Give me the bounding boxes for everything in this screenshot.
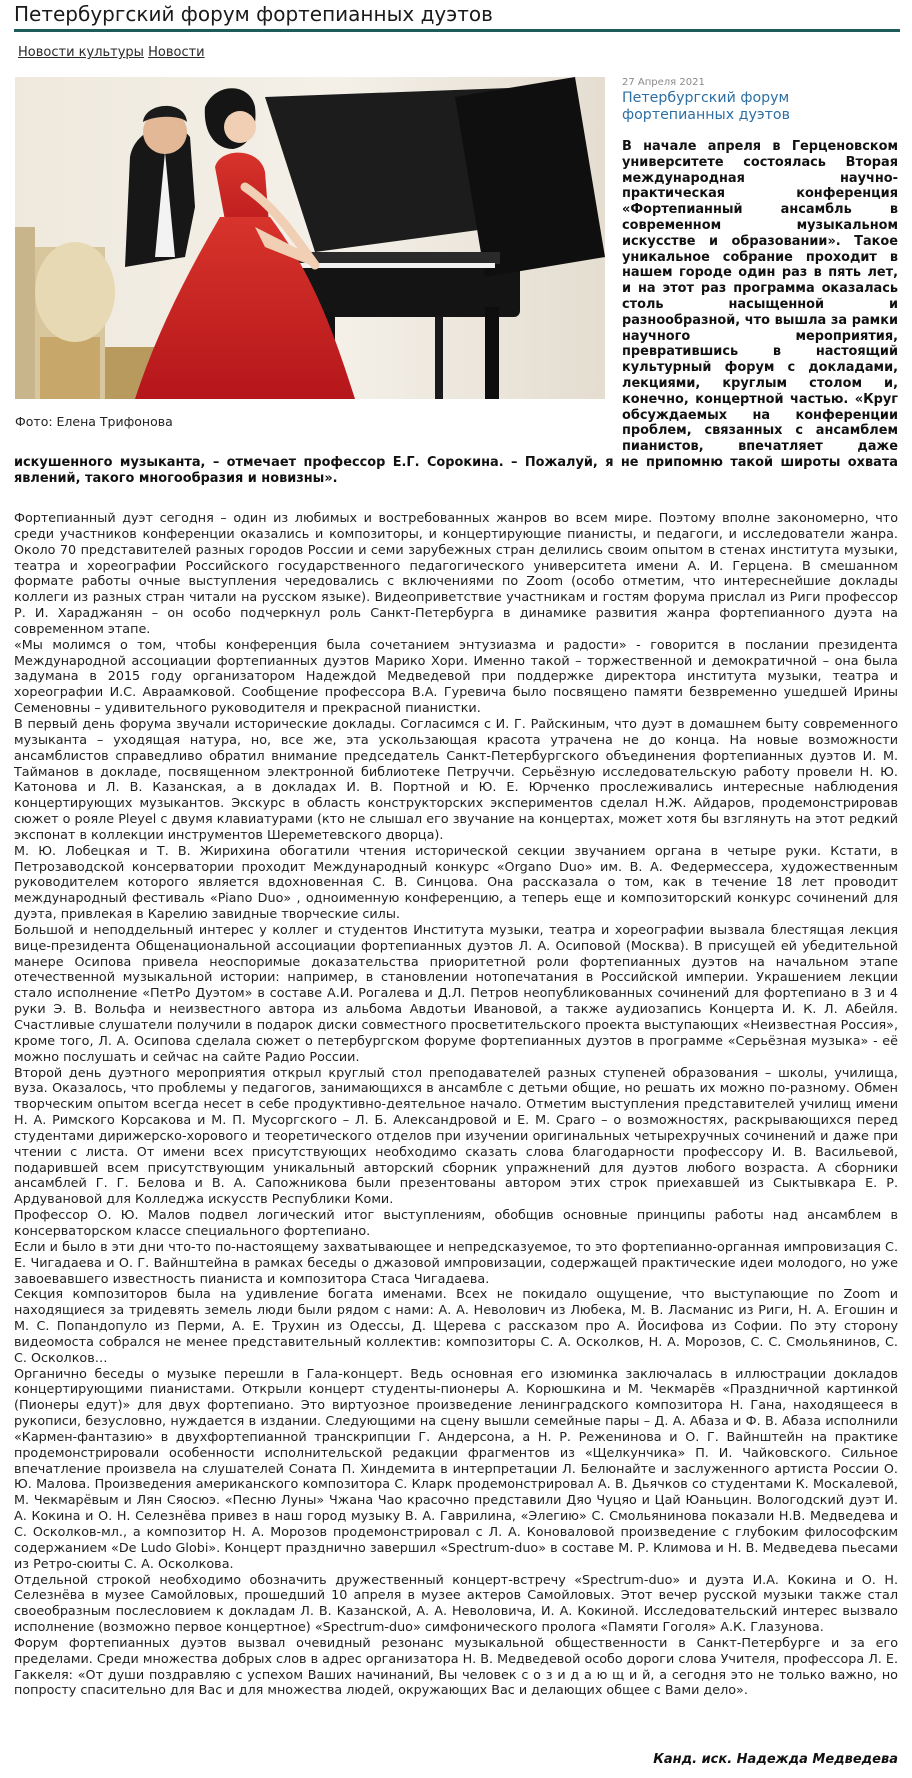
photo-caption: Фото: Елена Трифонова xyxy=(15,414,173,429)
article-paragraph: Фортепианный дуэт сегодня – один из любимых и востребованных жанров во всем мире. Поэтому вполне закономерно, что среди участников конференции оказались и композиторы, и концертирующие пианисты, и педагоги, и исследователи жанра. Около 70 представителей разных городов России и семи зарубежных стран делились своим опытом в стенах института музыки, театра и хореографии Российского государственного педагогического университета имени А. И. Герцена. В смешанном формате работы очные выступления чередовались с включениями по Zoom (особо отметим, что интереснейшие доклады коллеги из разных стран читали на русском языке). Видеоприветствие участникам и гостям форума прислал из Риги профессор Р. И. Хараджанян – он особо подчеркнул роль Санкт-Петербурга в динамике развития жанра фортепианного дуэта на современном этапе. xyxy=(14,511,898,637)
author-signature: Канд. иск. Надежда Медведева xyxy=(653,1752,898,1767)
article-title: Петербургский форум фортепианных дуэтов xyxy=(622,90,790,123)
breadcrumb xyxy=(18,44,205,61)
article-lead-text: В начале апреля в Герценовском университете состоялась Вторая международная научно-практическая конференция «Фортепианный ансамбль в современном музыкальном искусстве и образовании». Такое уникальное собрание проходит в нашем городе один раз в пять лет, и на этот раз программа оказалась столь насыщенной и разнообразной, что вышла за рамки научного мероприятия, превратившись в настоящий культурный форум с докладами, лекциями, круглым столом и, конечно, концертной частью. «Круг обсуждаемых на конференции проблем, связанных с ансамблем пианистов, впечатляет даже искушенного музыканта, – отмечает профессор Е.Г. Сорокина. – Пожалуй, я не припомню такой широты охвата явлений, такого многообразия и новизны». xyxy=(14,139,898,486)
article-paragraph: В первый день форума звучали исторические доклады. Согласимся с И. Г. Райскиным, что дуэт в домашнем быту современного музыканта – уходящая натура, но, все же, эта ускользающая красота утрачена не до конца. На новые возможности ансамблистов справедливо обратил внимание председатель Санкт-Петербургского объединения фортепианных дуэтов И. М. Тайманов в докладе, посвященном электронной библиотеке Петруччи. Серьёзную исследовательскую работу провели Н. Ю. Катонова и Л. В. Казанская, а в докладах И. В. Портной и Ю. Е. Юрченко прослеживались интересные наблюдения концертирующих музыкантов. Экскурс в область конструкторских экспериментов сделал Н.Ж. Айдаров, продемонстрировав сюжет о рояле Pleyel с двумя клавиатурами (кто не слышал его звучание на концертах, может хотя бы взглянуть на этот редкий экспонат в коллекции инструментов Шереметевского дворца). xyxy=(14,716,898,843)
article-paragraph: Профессор О. Ю. Малов подвел логический итог выступлениям, обобщив основные принципы работы над ансамблем в консерваторском классе специального фортепиано. xyxy=(14,1208,898,1239)
article-paragraph: Если и было в эти дни что-то по-настоящему захватывающее и непредсказуемое, то это фортепианно-органная импровизация С. Е. Чигадаева и О. Г. Вайнштейна в рамках беседы о джазовой импровизации, содержащей практические идеи молодого, но уже завоевавшего известность пианиста и композитора Стаса Чигадаева. xyxy=(14,1239,898,1287)
title-divider xyxy=(14,29,900,32)
article-paragraph: Отдельной строкой необходимо обозначить дружественный концерт-встречу «Spectrum-duo» и дуэта И.А. Кокина и О. Н. Селезнёва в музее Самойловых, прошедший 10 апреля в музее актеров Самойловых. Этот вечер русской музыки также стал своеобразным послесловием к докладам Л. В. Казанской, А. А. Неволовича, И. А. Кокиной. Исследовательский интерес вызвало исполнение (возможно первое концертное) «Spectrum-duo» симфонического пролога «Памяти Гоголя» А.К. Глазунова. xyxy=(14,1572,898,1636)
article-paragraph: М. Ю. Лобецкая и Т. В. Жирихина обогатили чтения исторической секции звучанием органа в четыре руки. Кстати, в Петрозаводской консерватории проходит Международный конкурс «Organo Duo» им. В. А. Федермессера, художественным руководителем которого является вдохновенная С. В. Синцова. Она рассказала о том, как в течение 18 лет проводит международный фестиваль «Piano Duo» , одноименную конференцию, а теперь еще и композиторский конкурс сочинений для дуэта, привлекая в Карелию завидные творческие силы. xyxy=(14,843,898,923)
article-paragraph: Большой и неподдельный интерес у коллег и студентов Института музыки, театра и хореографии вызвала блестящая лекция вице-президента Общенациональной ассоциации фортепианных дуэтов Л. А. Осиповой (Москва). В присущей ей убедительной манере Осипова привела неоспоримые доказательства приоритетной роли фортепианных дуэтов на начальном этапе отечественной музыкальной истории: например, в становлении нотопечатания в Российской империи. Украшением лекции стало исполнение «ПетРо Дуэтом» в составе А.И. Рогалева и Д.Л. Петров неопубликованных сочинений для фортепиано в 3 и 4 руки Э. В. Вольфа и неизвестного автора из альбома Авдотьи Ивановой, а также аудиозапись Концерта И. К. Л. Абейля. Счастливые слушатели получили в подарок диски совместного просветительского проекта выступающих «Неизвестная Россия», кроме того, Л. А. Осипова сделала сюжет о петербургском форуме фортепианных дуэтов в программе «Серьёзная музыка» - её можно послушать и сейчас на сайте Радио России. xyxy=(14,922,898,1065)
article-body xyxy=(14,511,898,1699)
page-title: Петербургский форум фортепианных дуэтов xyxy=(14,2,493,26)
article-paragraph: Органично беседы о музыке перешли в Гала-концерт. Ведь основная его изюминка заключалась в иллюстрации докладов концертирующими пианистами. Открыли концерт студенты-пионеры А. Корюшкина и М. Чекмарёв «Праздничной картинкой (Пионеры едут)» для двух фортепиано. Это виртуозное произведение ленинградского композитора Н. Гана, находящееся в рукописи, безусловно, нуждается в издании. Следующими на сцену вышли семейные пары – Д. А. Абаза и Ф. В. Абаза исполнили «Кармен-фантазию» в двухфортепианной транскрипции Г. Андерсона, а Н. Р. Реженинова и О. Г. Вайнштейн на практике продемонстрировали особенности исполнительской редакции фрагментов из «Щелкунчика» П. И. Чайковского. Сильное впечатление произвела на слушателей Соната П. Хиндемита в интерпретации Л. Белюнайте и заслуженного артиста России О. Ю. Малова. Произведения американского композитора С. Кларк продемонстрировал А. В. Дьячков со студентами К. Москалевой, М. Чекмарёвым и Лян Сяосюэ. «Песню Луны» Чжана Чао красочно представили Дяо Чуцяо и Цай Юаньцин. Вологодский дуэт И. А. Кокина и О. Н. Селезнёва привез в наш город музыку В. А. Гаврилина, «Элегию» С. Смольянинова показали Н.В. Медведева и С. Осколков-мл., а композитор Н. А. Морозов продемонстрировал с Л. А. Коноваловой произведение с глубоким философским содержанием «De Ludo Globi». Концерт празднично завершил «Spectrum-duo» в составе М. Р. Климова и Н. В. Медведева пьесами из Ретро-сюиты С. А. Осколкова. xyxy=(14,1366,898,1572)
breadcrumb-link-culture-news[interactable]: Новости культуры xyxy=(18,45,144,60)
breadcrumb-link-news[interactable]: Новости xyxy=(148,45,205,60)
article-paragraph: Второй день дуэтного мероприятия открыл круглый стол преподавателей разных ступеней образования – школы, училища, вуза. Оказалось, что проблемы у педагогов, занимающихся в ансамбле с детьми общие, но решать их можно по-разному. Обмен творческим опытом всегда несет в себе продуктивно-деятельное начало. Отметим выступления представителей училищ имени Н. А. Римского Корсакова и М. П. Мусоргского – Л. Б. Александровой и Е. М. Сраго – о возможностях, раскрывающихся перед студентами дирижерско-хорового и теоретического отделов при изучении оригинальных четырехручных сочинений и даже при чтении с листа. От имени всех присутствующих необходимо сказать слова благодарности профессору И. В. Васильевой, подарившей всем присутствующим уникальный авторский сборник упражнений для дуэтов любого возраста. А сборники ансамблей Г. Г. Белова и В. А. Сапожникова были презентованы автором этих строк приехавшей из Сыктывкара Е. Р. Ардувановой для Колледжа искусств Республики Коми. xyxy=(14,1065,898,1208)
article-date: 27 Апреля 2021 xyxy=(622,77,705,88)
article-paragraph: Секция композиторов была на удивление богата именами. Всех не покидало ощущение, что выступающие по Zoom и находящиеся за тридевять земель люди были рядом с нами: А. А. Неволович из Любека, М. В. Ласманис из Риги, Н. А. Егошин и М. С. Попандопуло из Перми, А. Е. Трухин из Одессы, Д. Щерева с рассказом про А. Йосифова из Софии. По эту сторону видеомоста собрался не менее представительный коллектив: композиторы С. А. Осколков, Н. А. Морозов, С. С. Смольянинов, С. С. Осколков… xyxy=(14,1287,898,1366)
article-paragraph: «Мы молимся о том, чтобы конференция была сочетанием энтузиазма и радости» - говорится в послании президента Международной ассоциации фортепианных дуэтов Марико Хори. Именно такой – торжественной и демократичной – она была задумана в 2015 году организатором Надеждой Медведевой при поддержке директора института музыки, театра и хореографии И.С. Авраамковой. Сообщение профессора В.А. Гуревича было посвящено памяти безвременно ушедшей Ирины Семеновны – удивительного руководителя и прекрасной пианистки. xyxy=(14,637,898,717)
article-paragraph: Форум фортепианных дуэтов вызвал очевидный резонанс музыкальной общественности в Санкт-Петербурге и за его пределами. Среди множества добрых слов в адрес организатора Н. В. Медведевой особо дороги слова Учителя, профессора Л. Е. Гаккеля: «От души поздравляю с успехом Ваших начинаний, Вы человек с о з и д а ю щ и й, а сегодня это не только важно, но попросту спасительно для Вас и для множества людей, окружающих Вас и делающих общее с Вами дело». xyxy=(14,1635,899,1699)
article-lead xyxy=(14,139,898,487)
